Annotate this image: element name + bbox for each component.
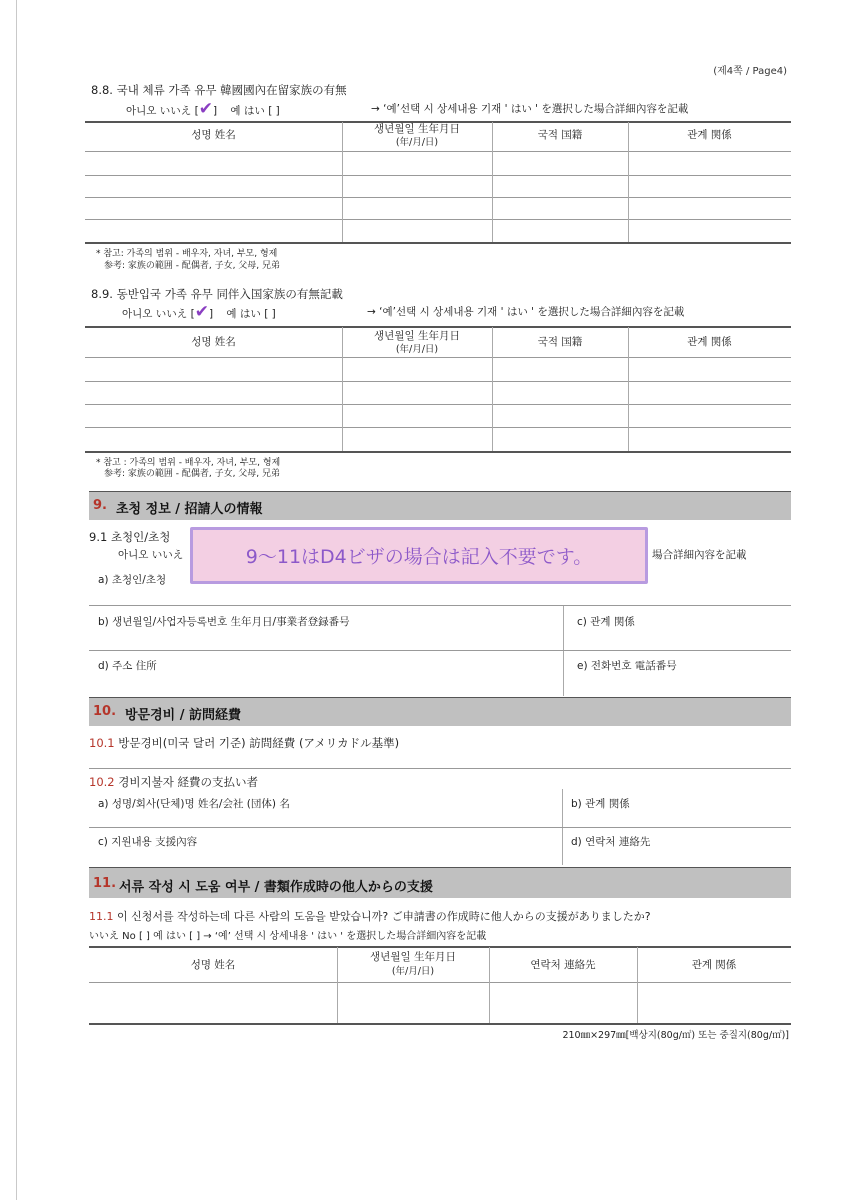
- section-8-9-title: 8.9. 동반입국 가족 유무 同伴入国家族の有無記載: [91, 287, 343, 301]
- yes-option-label: 예 はい [ ]: [226, 308, 276, 320]
- field-10-b: b) 관계 関係: [571, 798, 630, 810]
- no-option-label: 아니오 いいえ [: [126, 105, 199, 117]
- header-name: 성명 姓名: [191, 336, 236, 348]
- table-border: [89, 1023, 791, 1025]
- bracket-close: ]: [208, 308, 214, 320]
- note-japanese: 参考: 家族の範囲 - 配偶者, 子女, 父母, 兄弟: [104, 261, 281, 271]
- table-row-line: [85, 381, 791, 382]
- check-mark-icon: ✔: [194, 302, 209, 322]
- section-number: 11.: [93, 876, 117, 891]
- question-9-1: 9.1 초청인/초청: [89, 530, 171, 544]
- field-9-a: a) 초청인/초청: [98, 574, 167, 586]
- section-8-9-options: [122, 302, 276, 322]
- table-row-line: [85, 175, 791, 176]
- header-name: 성명 姓名: [191, 129, 236, 141]
- row-line: [89, 650, 791, 651]
- section-number: 10.: [93, 704, 117, 719]
- table-row-line: [85, 197, 791, 198]
- table-border: [85, 451, 791, 453]
- section-8-8-instruction: → ‘예’선택 시 상세내용 기재 ' はい ' を選択した場合詳細內容を記載: [371, 103, 689, 115]
- section-title: 서류 작성 시 도움 여부 / 書類作成時の他人からの支援: [119, 880, 433, 895]
- section-title: 방문경비 / 訪問経費: [125, 708, 242, 723]
- table-border: [85, 326, 791, 328]
- header-relation: 관계 関係: [687, 336, 732, 348]
- section-8-8-title: 8.8. 국내 체류 가족 유무 韓國國內在留家族の有無: [91, 83, 347, 97]
- note-japanese: 参考: 家族の範囲 - 配偶者, 子女, 父母, 兄弟: [104, 469, 281, 479]
- header-relation: 관계 関係: [691, 959, 737, 971]
- question-text: 이 신청서를 작성하는데 다른 사람의 도움을 받았습니까? ご申請書の作成時に他人からの支援がありましたか?: [117, 910, 651, 923]
- question-number: 10.2: [89, 775, 115, 789]
- field-9-b: b) 생년월일/사업자등록번호 生年月日/事業者登録番号: [98, 616, 350, 628]
- section-10-header: [89, 697, 791, 726]
- table-row-line: [85, 427, 791, 428]
- row-line: [89, 827, 791, 828]
- yes-option-label: 예 はい [ ]: [230, 105, 280, 117]
- row-line: [89, 768, 791, 769]
- header-dob-format: (年/月/日): [395, 137, 439, 148]
- field-10-c: c) 지원내용 支援內容: [98, 836, 198, 848]
- note-korean: * 참고 : 가족의 범위 - 배우자, 자녀, 부모, 형제: [96, 458, 281, 468]
- header-dob-format: (年/月/日): [391, 966, 435, 977]
- page-number: (제4쪽 / Page4): [713, 66, 787, 77]
- table-row-line: [85, 404, 791, 405]
- row-line: [89, 605, 791, 606]
- check-mark-icon: ✔: [198, 99, 213, 119]
- paper-spec-footer: 210㎜×297㎜[백상지(80g/㎡) 또는 중질지(80g/㎡)]: [562, 1030, 789, 1041]
- section-number: 9.: [93, 498, 107, 513]
- note-korean: * 참고: 가족의 범위 - 배우자, 자녀, 부모, 형제: [96, 249, 278, 259]
- header-relation: 관계 関係: [687, 129, 732, 141]
- header-dob-format: (年/月/日): [395, 344, 439, 355]
- question-text: 경비지불자 経費の支払い者: [118, 775, 258, 789]
- field-9-e: e) 전화번호 電話番号: [577, 660, 677, 672]
- table-row-line: [85, 151, 791, 152]
- header-dob: 생년월일 生年月日: [370, 951, 456, 963]
- annotation-text: 9〜11はD4ビザの場合は記入不要です。: [245, 546, 593, 568]
- section-title: 초청 정보 / 招請人の情報: [116, 502, 263, 517]
- section-9-header: [89, 491, 791, 520]
- field-10-a: a) 성명/회사(단체)명 姓名/会社 (団体) 名: [98, 798, 290, 810]
- question-10-1: [89, 735, 399, 751]
- question-11-1: [89, 908, 651, 924]
- field-10-d: d) 연락처 連絡先: [571, 836, 651, 848]
- table-row-line: [85, 357, 791, 358]
- header-nationality: 국적 国籍: [537, 336, 583, 348]
- table-border: [89, 946, 791, 948]
- section-8-9-instruction: → ‘예’선택 시 상세내용 기재 ' はい ' を選択した場合詳細內容を記載: [367, 306, 685, 318]
- question-11-1-options: いいえ No [ ] 예 はい [ ] → ‘예’ 선택 시 상세내용 ' はい ' を選択した場合詳細內容を記載: [89, 931, 487, 942]
- question-number: 10.1: [89, 736, 115, 750]
- question-9-1-instruction: 場合詳細內容を記載: [652, 549, 747, 561]
- col-line: [563, 606, 564, 696]
- no-option-label: 아니오 いいえ [: [122, 308, 195, 320]
- page-edge: [16, 0, 17, 1200]
- field-9-d: d) 주소 住所: [98, 660, 157, 672]
- field-9-c: c) 관계 関係: [577, 616, 635, 628]
- question-text: 방문경비(미국 달러 기준) 訪問経費 (アメリカドル基準): [118, 736, 400, 750]
- table-row-line: [89, 982, 791, 983]
- question-10-2: [89, 774, 258, 790]
- header-dob: 생년월일 生年月日: [374, 123, 460, 135]
- annotation-overlay: [190, 527, 648, 584]
- header-nationality: 국적 国籍: [537, 129, 583, 141]
- question-number: 11.1: [89, 910, 114, 923]
- header-name: 성명 姓名: [190, 959, 236, 971]
- header-dob: 생년월일 生年月日: [374, 330, 460, 342]
- table-row-line: [85, 219, 791, 220]
- header-contact: 연락처 連絡先: [530, 959, 596, 971]
- bracket-close: ]: [212, 105, 218, 117]
- section-11-header: [89, 867, 791, 898]
- question-9-1-no: 아니오 いいえ: [118, 549, 184, 561]
- table-border: [85, 242, 791, 244]
- section-8-8-options: [126, 99, 280, 119]
